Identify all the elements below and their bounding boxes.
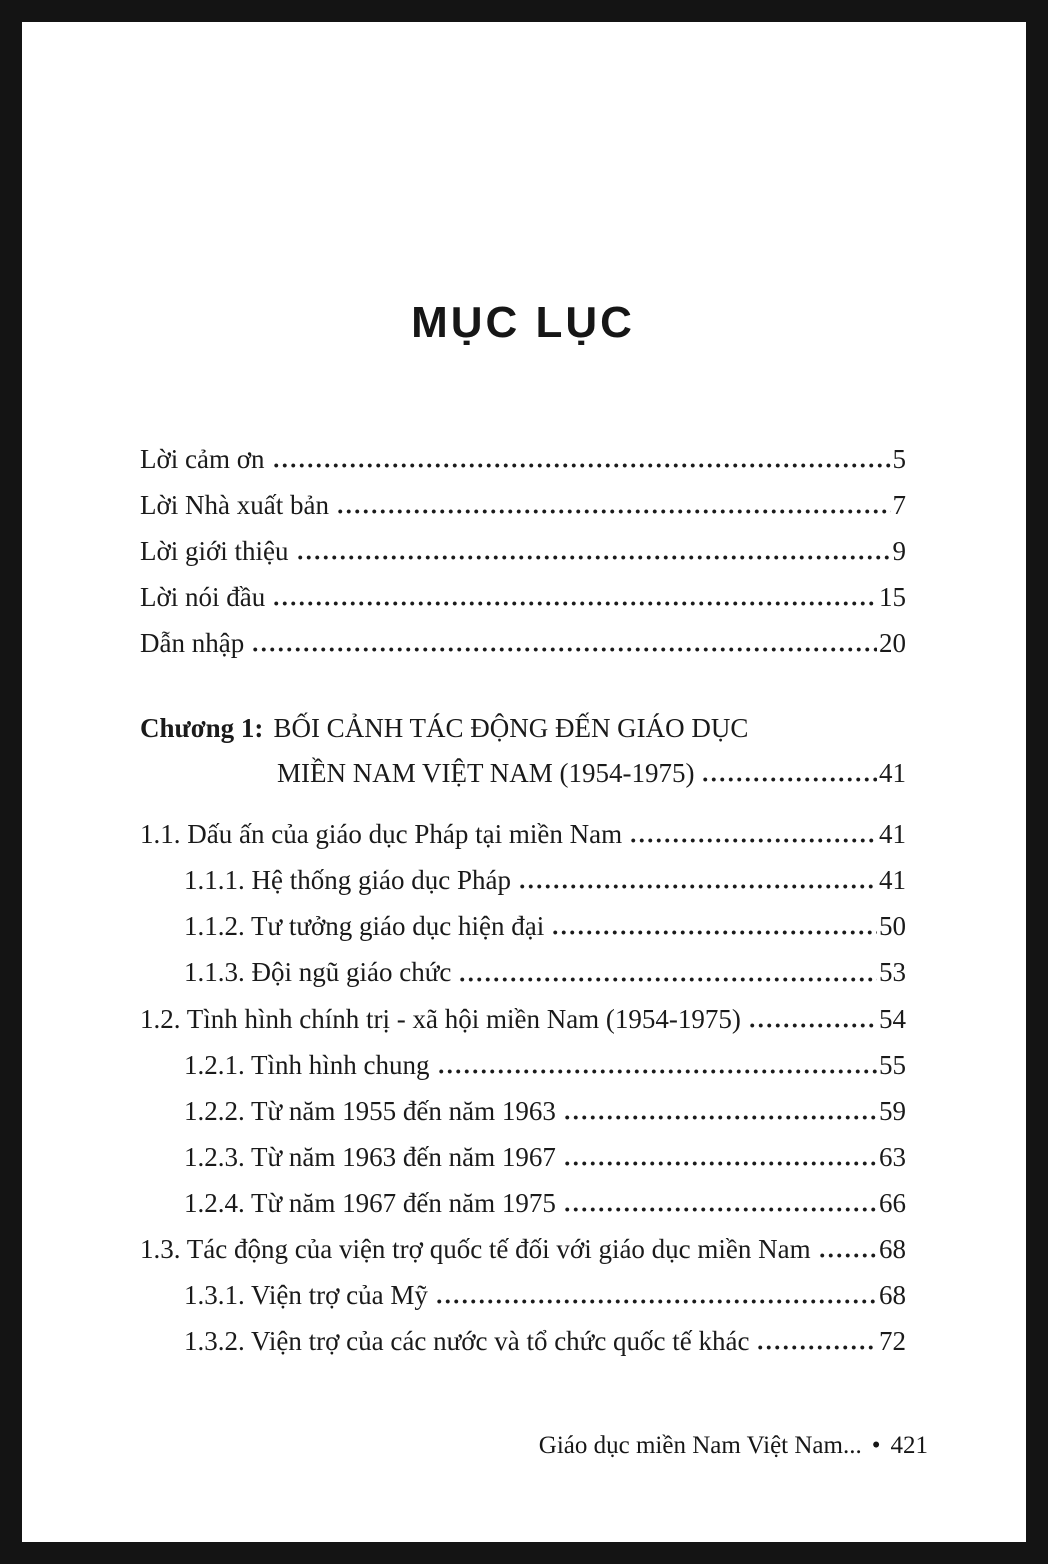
toc-entry (184, 911, 906, 942)
toc-entry-label: 1.2.1. Tình hình chung (184, 1049, 430, 1080)
toc-entry-page: 72 (879, 1325, 906, 1356)
dot-leader (551, 929, 877, 936)
toc-entry-label: Lời giới thiệu (140, 536, 289, 567)
toc-entry-page: 63 (879, 1141, 906, 1172)
toc-entry-label: Lời nói đầu (140, 582, 266, 613)
toc-entry-label: Lời cảm ơn (140, 444, 265, 474)
toc-entry-label: 1.3.1. Viện trợ của Mỹ (184, 1279, 428, 1310)
toc-entry-label: 1.3. Tác động của viện trợ quốc tế đối với giáo dục miền Nam (140, 1233, 811, 1264)
toc-entry-label: 1.1. Dấu ấn của giáo dục Pháp tại miền Nam (140, 819, 623, 850)
toc-entry (184, 1096, 906, 1127)
chapter-title-part1: BỐI CẢNH TÁC ĐỘNG ĐẾN GIÁO DỤC (273, 713, 749, 744)
toc-entry (140, 819, 906, 850)
toc-entry-page: 55 (879, 1049, 906, 1080)
toc-entry-label: 1.1.1. Hệ thống giáo dục Pháp (184, 865, 511, 896)
toc-entry (184, 1280, 906, 1311)
chapter-number-label: Chương 1: (140, 713, 264, 744)
toc-entry-page: 7 (892, 490, 906, 521)
dot-leader (435, 1298, 877, 1305)
toc-entry-label: 1.1.2. Tư tưởng giáo dục hiện đại (184, 911, 545, 942)
sections-list (140, 819, 906, 1357)
toc-entry-label: Lời Nhà xuất bản (140, 490, 329, 521)
toc-entry-page: 41 (879, 819, 906, 850)
toc-entry (184, 1188, 906, 1219)
toc-entry-label: 1.2. Tình hình chính trị - xã hội miền Nam (1954-1975) (140, 1003, 741, 1034)
dot-leader (629, 837, 877, 844)
toc-entry-label: 1.3.2. Viện trợ của các nước và tổ chức quốc tế khác (184, 1325, 750, 1356)
toc-entry (140, 1004, 906, 1035)
toc-entry-label: 1.1.3. Đội ngũ giáo chức (184, 957, 452, 988)
toc-entry-page: 20 (879, 628, 906, 659)
toc-entry (140, 628, 906, 659)
dot-leader (458, 976, 877, 983)
dot-leader (563, 1114, 877, 1121)
dot-leader (818, 1252, 877, 1259)
dot-leader (437, 1068, 878, 1075)
toc-entry (140, 536, 906, 567)
page-title: MỤC LỤC (411, 298, 635, 347)
toc-entry-page: 59 (879, 1095, 906, 1126)
toc-entry (140, 1234, 906, 1265)
dot-leader (272, 462, 891, 469)
toc-entry-page: 50 (879, 911, 906, 942)
toc-entry (184, 957, 906, 988)
dot-leader (563, 1206, 877, 1213)
toc-entry (184, 1142, 906, 1173)
running-footer (539, 1432, 928, 1460)
chapter-title-part2: MIỀN NAM VIỆT NAM (1954-1975) (277, 758, 695, 789)
toc-entry-page: 54 (879, 1003, 906, 1034)
footer-book-title: Giáo dục miền Nam Việt Nam... (538, 1432, 862, 1459)
footer-bullet: • (871, 1432, 881, 1459)
dot-leader (336, 508, 891, 515)
toc-entry-page: 9 (892, 536, 906, 567)
dot-leader (756, 1344, 877, 1351)
dot-leader (251, 646, 877, 653)
toc-entry-page: 15 (879, 582, 906, 613)
dot-leader (701, 776, 877, 783)
chapter-heading-line1 (140, 713, 906, 744)
toc-entry-page: 53 (879, 957, 906, 988)
toc-entry-page: 68 (879, 1233, 906, 1264)
toc-entry (140, 582, 906, 613)
dot-leader (272, 600, 877, 607)
footer-page-number: 421 (890, 1432, 928, 1459)
toc-entry (184, 1050, 906, 1081)
toc-entry (140, 490, 906, 521)
chapter-heading-line2 (277, 758, 906, 789)
toc-entry-label: Dẫn nhập (140, 628, 245, 659)
toc-entry-page: 41 (879, 865, 906, 896)
toc-entry-page: 68 (879, 1279, 906, 1310)
toc-entry-label: 1.2.4. Từ năm 1967 đến năm 1975 (184, 1187, 556, 1218)
dot-leader (563, 1160, 877, 1167)
dot-leader (296, 554, 891, 561)
chapter-page-number: 41 (879, 758, 906, 789)
toc-entry-page: 66 (879, 1187, 906, 1218)
toc-entry (140, 444, 906, 475)
toc-entry-page: 5 (892, 444, 906, 474)
dot-leader (518, 883, 877, 890)
front-matter-list (140, 444, 906, 659)
toc-entry (184, 865, 906, 896)
toc-entry-label: 1.2.3. Từ năm 1963 đến năm 1967 (184, 1141, 556, 1172)
dot-leader (748, 1022, 877, 1029)
chapter-entry (140, 713, 906, 789)
toc-entry-label: 1.2.2. Từ năm 1955 đến năm 1963 (184, 1095, 556, 1126)
toc-page (22, 22, 1026, 1357)
toc-entry (184, 1326, 906, 1357)
